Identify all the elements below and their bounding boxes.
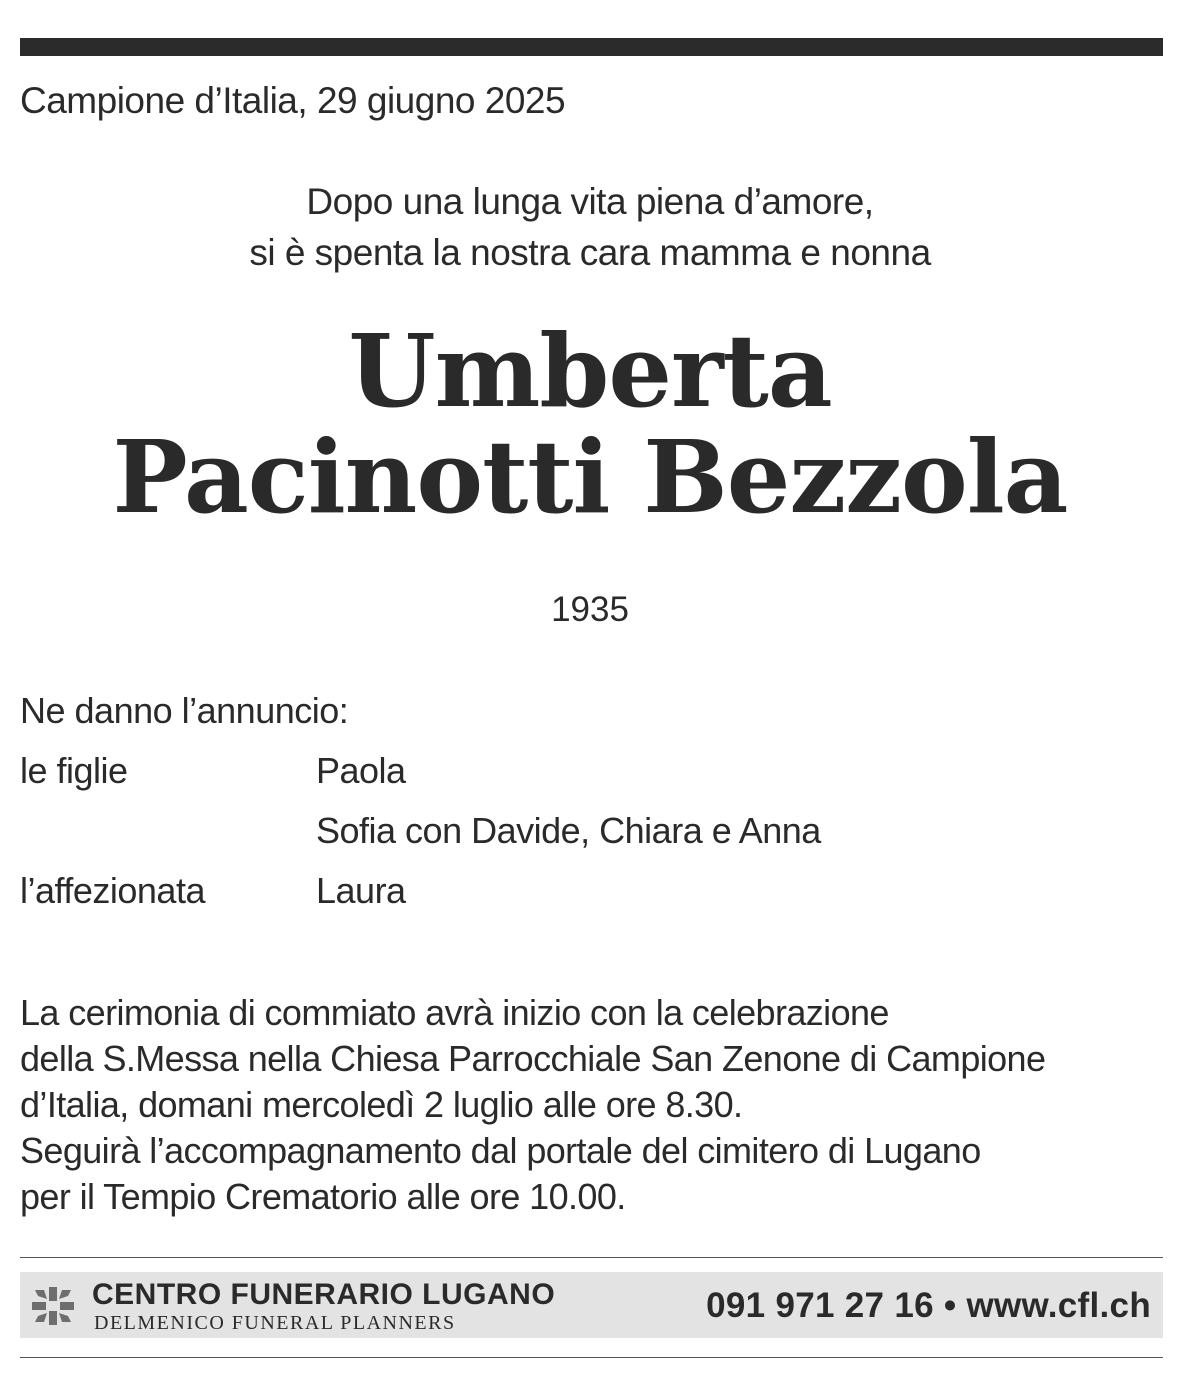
ceremony-line: Seguirà l’accompagnamento dal portale del cimitero di Lugano — [20, 1130, 981, 1171]
cross-emblem-icon — [30, 1285, 76, 1327]
intro-line-2: si è spenta la nostra cara mamma e nonna — [249, 232, 931, 273]
announcement-label: Ne danno l’annuncio: — [20, 690, 349, 731]
birth-year: 1935 — [551, 590, 629, 629]
ceremony-line: della S.Messa nella Chiesa Parrocchiale San Zenone di Campione — [20, 1038, 1046, 1079]
funeral-home-name: CENTRO FUNERARIO LUGANO — [92, 1278, 556, 1311]
ceremony-line: La cerimonia di commiato avrà inizio con la celebrazione — [20, 992, 889, 1033]
deceased-name — [0, 312, 1180, 536]
ceremony-details — [20, 990, 1170, 1220]
intro-text — [0, 176, 1180, 278]
ceremony-line: d’Italia, domani mercoledì 2 luglio alle ore 8.30. — [20, 1084, 743, 1125]
deceased-first-name: Umberta — [348, 312, 832, 430]
deceased-surname: Pacinotti Bezzola — [112, 418, 1068, 536]
funeral-home-footer — [20, 1272, 1163, 1338]
relative-names: Laura — [316, 870, 406, 911]
ceremony-line: per il Tempio Crematorio alle ore 10.00. — [20, 1176, 626, 1217]
funeral-home-subtitle: DELMENICO FUNERAL PLANNERS — [94, 1312, 456, 1334]
relation-label: l’affezionata — [20, 870, 205, 911]
footer-bottom-rule — [20, 1357, 1163, 1358]
intro-line-1: Dopo una lunga vita piena d’amore, — [306, 181, 874, 222]
relative-names: Paola — [316, 750, 406, 791]
contact-info: 091 971 27 16 • www.cfl.ch — [706, 1286, 1151, 1325]
footer-top-rule — [20, 1257, 1163, 1258]
relative-names: Sofia con Davide, Chiara e Anna — [316, 810, 821, 851]
top-divider-bar — [20, 38, 1163, 56]
relation-label: le figlie — [20, 750, 128, 791]
place-date: Campione d’Italia, 29 giugno 2025 — [20, 80, 566, 121]
